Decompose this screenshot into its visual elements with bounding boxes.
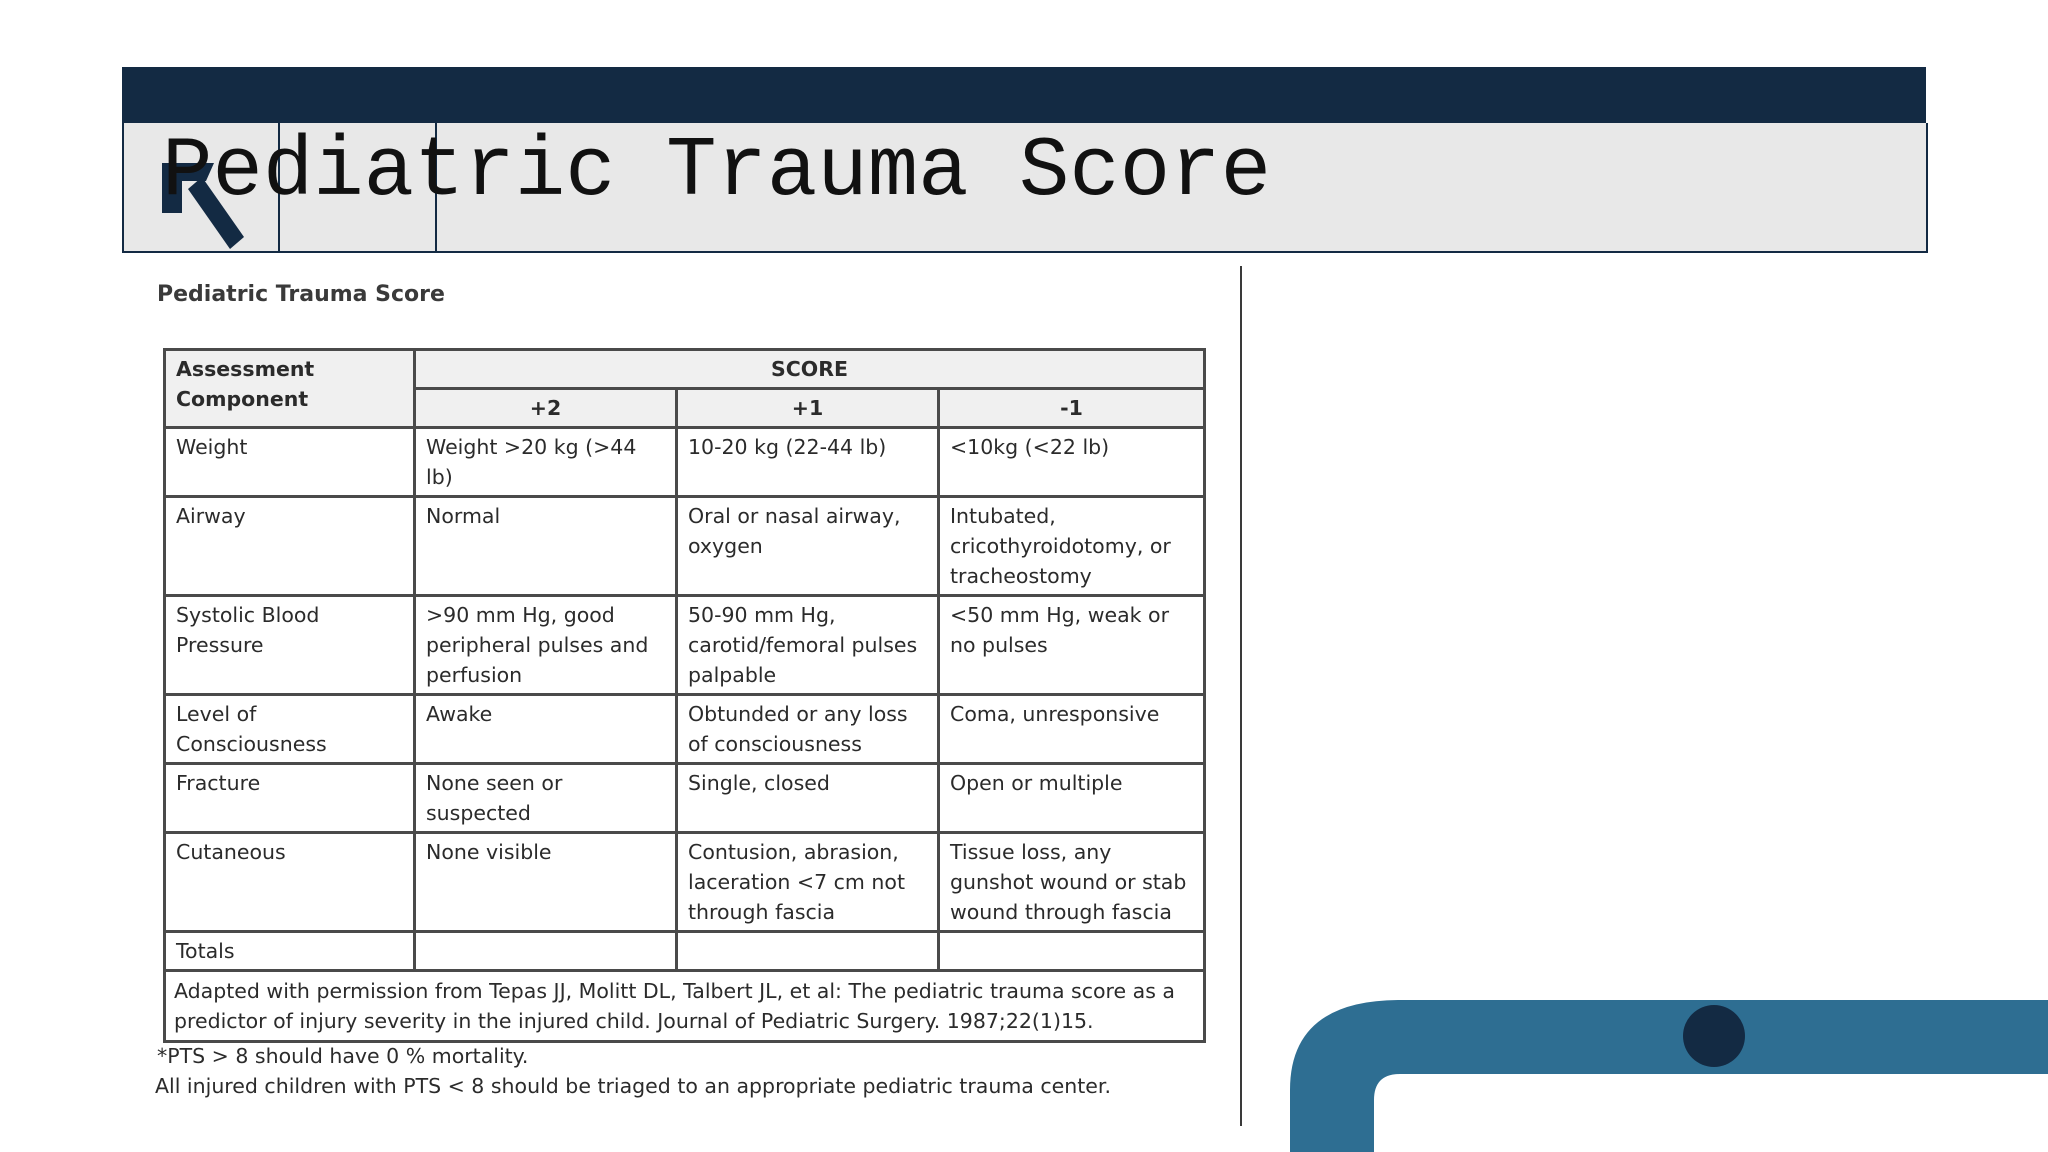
header-score: SCORE <box>415 350 1205 389</box>
row-component: Cutaneous <box>165 833 415 932</box>
row-component: Systolic Blood Pressure <box>165 596 415 695</box>
vertical-divider <box>1240 266 1242 1126</box>
citation-row <box>165 971 1205 1042</box>
header-plus1: +1 <box>677 389 939 428</box>
table-row <box>165 764 1205 833</box>
row-component: Level of Consciousness <box>165 695 415 764</box>
citation-text: Adapted with permission from Tepas JJ, Molitt DL, Talbert JL, et al: The pediatric trauma score as a predictor of injury severity in the injured child. Journal of Pediatric Surgery. 1987;22(1)15. <box>165 971 1205 1042</box>
cell-plus2: None visible <box>415 833 677 932</box>
table-row <box>165 497 1205 596</box>
cell-plus2: Awake <box>415 695 677 764</box>
title-bar-accent <box>122 67 1926 123</box>
cell-plus1: 10-20 kg (22-44 lb) <box>677 428 939 497</box>
pts-document-image <box>155 276 1215 1116</box>
cell-minus1: Open or multiple <box>939 764 1205 833</box>
cell-plus1: 50-90 mm Hg, carotid/femoral pulses palpable <box>677 596 939 695</box>
cell-plus2: Weight >20 kg (>44 lb) <box>415 428 677 497</box>
decorative-curve <box>1290 990 2048 1152</box>
cell-plus2: >90 mm Hg, good peripheral pulses and perfusion <box>415 596 677 695</box>
table-row <box>165 596 1205 695</box>
cell-plus1: Contusion, abrasion, laceration <7 cm not through fascia <box>677 833 939 932</box>
cell-plus2: Normal <box>415 497 677 596</box>
cell-minus1: <10kg (<22 lb) <box>939 428 1205 497</box>
table-row <box>165 428 1205 497</box>
totals-label: Totals <box>165 932 415 971</box>
table-row <box>165 833 1205 932</box>
cell-plus1: Single, closed <box>677 764 939 833</box>
table-header-row <box>165 350 1205 389</box>
document-heading: Pediatric Trauma Score <box>157 282 445 307</box>
slide-title: Pediatric Trauma Score <box>162 125 1271 220</box>
totals-cell <box>415 932 677 971</box>
totals-cell <box>677 932 939 971</box>
cell-minus1: <50 mm Hg, weak or no pulses <box>939 596 1205 695</box>
header-minus1: -1 <box>939 389 1205 428</box>
cell-plus1: Oral or nasal airway, oxygen <box>677 497 939 596</box>
title-band <box>122 123 1928 253</box>
totals-row <box>165 932 1205 971</box>
row-component: Airway <box>165 497 415 596</box>
cell-minus1: Intubated, cricothyroidotomy, or tracheostomy <box>939 497 1205 596</box>
cell-minus1: Tissue loss, any gunshot wound or stab wound through fascia <box>939 833 1205 932</box>
pts-table <box>163 348 1206 1043</box>
cell-plus2: None seen or suspected <box>415 764 677 833</box>
row-component: Fracture <box>165 764 415 833</box>
totals-cell <box>939 932 1205 971</box>
header-assessment-component: Assessment Component <box>165 350 415 428</box>
mortality-note: *PTS > 8 should have 0 % mortality. <box>157 1044 529 1068</box>
row-component: Weight <box>165 428 415 497</box>
cell-plus1: Obtunded or any loss of consciousness <box>677 695 939 764</box>
triage-note: All injured children with PTS < 8 should be triaged to an appropriate pediatric trauma center. <box>155 1074 1111 1098</box>
cell-minus1: Coma, unresponsive <box>939 695 1205 764</box>
header-plus2: +2 <box>415 389 677 428</box>
table-row <box>165 695 1205 764</box>
